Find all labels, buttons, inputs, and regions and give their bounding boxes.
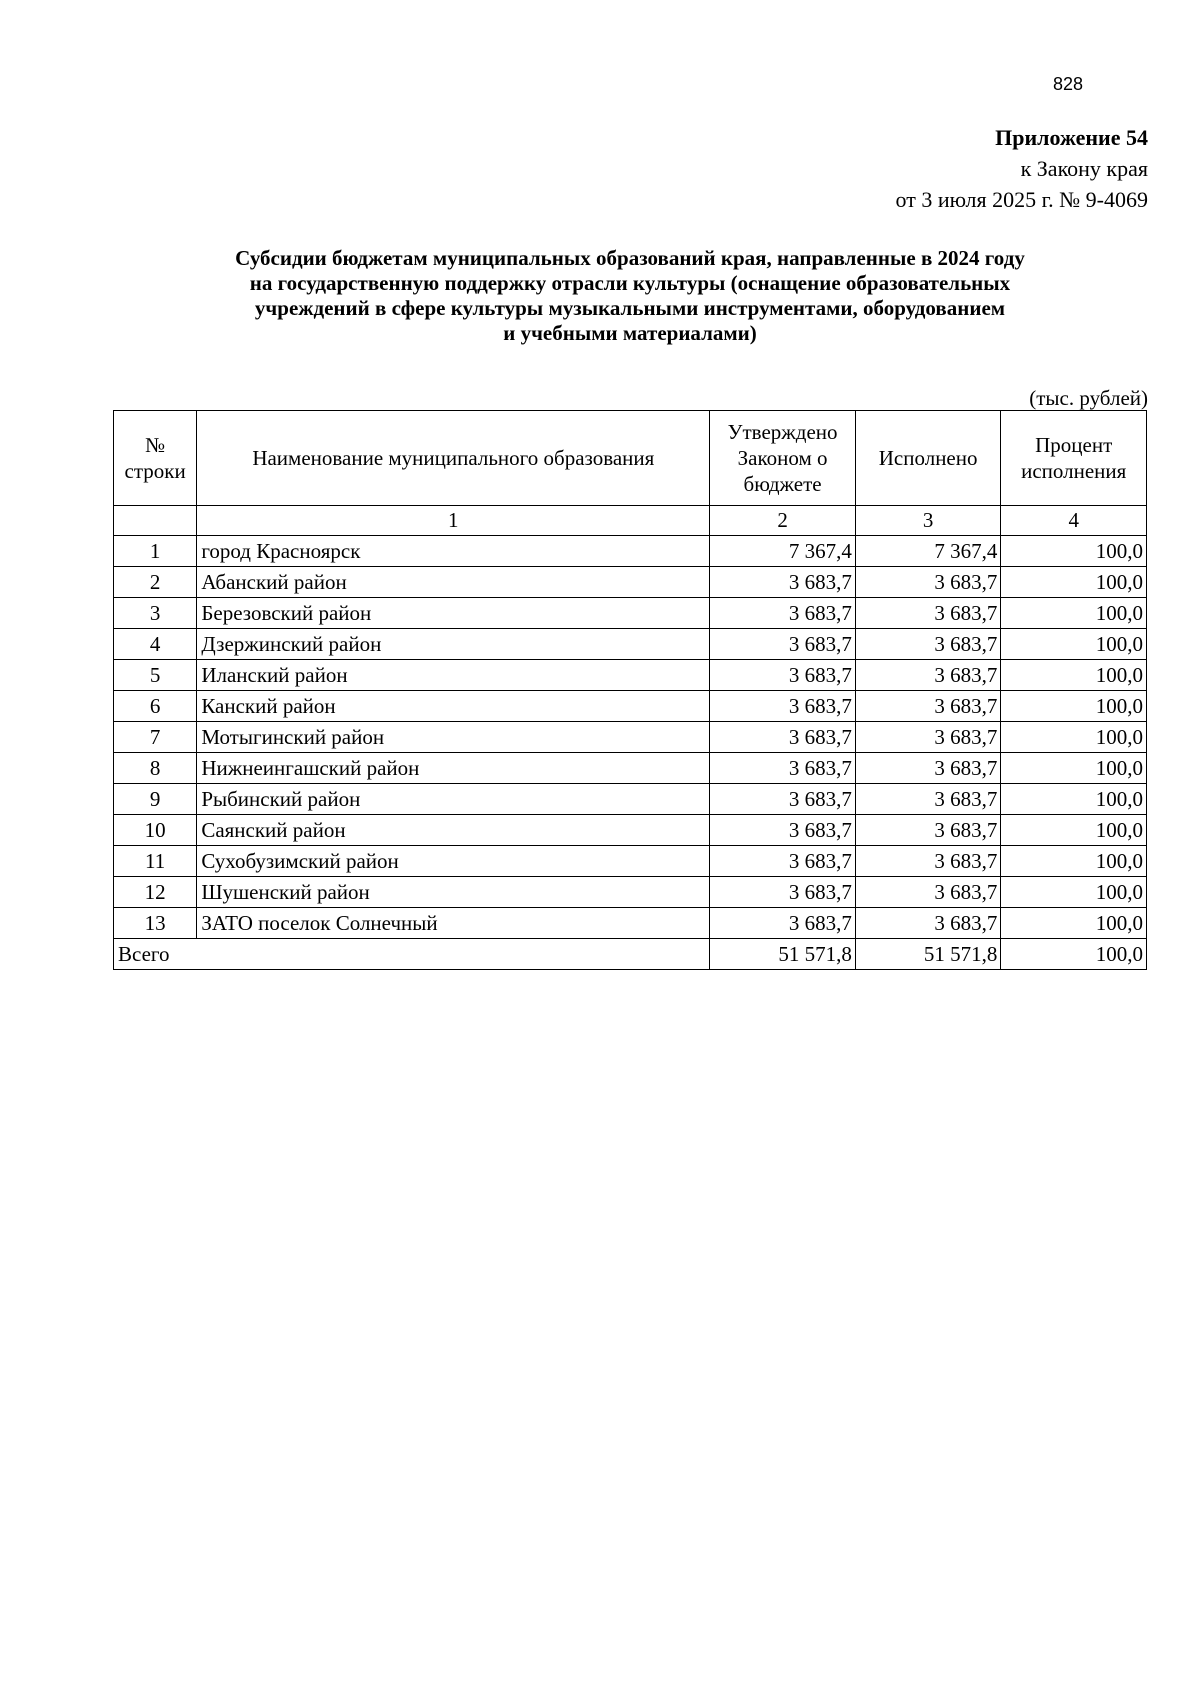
approved-amount: 3 683,7 — [710, 908, 856, 939]
total-row — [114, 939, 1147, 970]
row-number: 9 — [114, 784, 197, 815]
table-row — [114, 753, 1147, 784]
execution-percent: 100,0 — [1001, 660, 1147, 691]
table-header-row — [114, 411, 1147, 506]
municipality-name: Абанский район — [197, 567, 710, 598]
row-number: 11 — [114, 846, 197, 877]
document-heading — [130, 246, 1130, 346]
execution-percent: 100,0 — [1001, 722, 1147, 753]
row-number: 10 — [114, 815, 197, 846]
executed-amount: 3 683,7 — [855, 567, 1001, 598]
municipality-name: Саянский район — [197, 815, 710, 846]
approved-amount: 7 367,4 — [710, 536, 856, 567]
executed-amount: 3 683,7 — [855, 815, 1001, 846]
execution-percent: 100,0 — [1001, 908, 1147, 939]
execution-percent: 100,0 — [1001, 536, 1147, 567]
municipality-name: Сухобузимский район — [197, 846, 710, 877]
executed-amount: 3 683,7 — [855, 629, 1001, 660]
approved-amount: 3 683,7 — [710, 722, 856, 753]
municipality-name: Березовский район — [197, 598, 710, 629]
approved-amount: 3 683,7 — [710, 567, 856, 598]
execution-percent: 100,0 — [1001, 815, 1147, 846]
approved-amount: 3 683,7 — [710, 629, 856, 660]
table-row — [114, 567, 1147, 598]
row-number: 3 — [114, 598, 197, 629]
execution-percent: 100,0 — [1001, 846, 1147, 877]
municipality-name: ЗАТО поселок Солнечный — [197, 908, 710, 939]
header-row-number — [114, 411, 197, 506]
execution-percent: 100,0 — [1001, 598, 1147, 629]
row-number: 13 — [114, 908, 197, 939]
units-note: (тыс. рублей) — [1029, 386, 1148, 410]
header-percent-line-2: исполнения — [1021, 459, 1127, 483]
heading-line-3: учреждений в сфере культуры музыкальными инструментами, оборудованием — [254, 296, 1006, 320]
total-percent: 100,0 — [1001, 939, 1147, 970]
header-no-label: строки — [124, 459, 186, 483]
table-row — [114, 908, 1147, 939]
executed-amount: 3 683,7 — [855, 660, 1001, 691]
municipality-name: город Красноярск — [197, 536, 710, 567]
header-approved — [710, 411, 856, 506]
column-number-row — [114, 506, 1147, 536]
executed-amount: 3 683,7 — [855, 908, 1001, 939]
table-row — [114, 784, 1147, 815]
appendix-title: Приложение 54 — [995, 125, 1148, 150]
municipality-name: Рыбинский район — [197, 784, 710, 815]
table-row — [114, 660, 1147, 691]
total-label: Всего — [114, 939, 710, 970]
executed-amount: 3 683,7 — [855, 846, 1001, 877]
municipality-name: Канский район — [197, 691, 710, 722]
municipality-name: Иланский район — [197, 660, 710, 691]
column-number-1: 1 — [197, 506, 710, 536]
total-executed: 51 571,8 — [855, 939, 1001, 970]
approved-amount: 3 683,7 — [710, 877, 856, 908]
table-row — [114, 629, 1147, 660]
row-number: 1 — [114, 536, 197, 567]
execution-percent: 100,0 — [1001, 784, 1147, 815]
table-row — [114, 815, 1147, 846]
approved-amount: 3 683,7 — [710, 815, 856, 846]
page-number: 828 — [1053, 74, 1084, 94]
column-number-empty — [114, 506, 197, 536]
municipality-name: Шушенский район — [197, 877, 710, 908]
executed-amount: 3 683,7 — [855, 722, 1001, 753]
table-row — [114, 691, 1147, 722]
subsidy-table — [113, 410, 1147, 970]
header-approved-line-2: Законом о — [737, 446, 828, 470]
approved-amount: 3 683,7 — [710, 691, 856, 722]
column-number-2: 2 — [710, 506, 856, 536]
execution-percent: 100,0 — [1001, 567, 1147, 598]
total-approved: 51 571,8 — [710, 939, 856, 970]
executed-amount: 3 683,7 — [855, 691, 1001, 722]
heading-line-2: на государственную поддержку отрасли культуры (оснащение образовательных — [249, 271, 1011, 295]
executed-amount: 7 367,4 — [855, 536, 1001, 567]
row-number: 4 — [114, 629, 197, 660]
municipality-name: Мотыгинский район — [197, 722, 710, 753]
executed-amount: 3 683,7 — [855, 598, 1001, 629]
heading-line-4: и учебными материалами) — [503, 321, 757, 345]
table-row — [114, 877, 1147, 908]
table-row — [114, 722, 1147, 753]
execution-percent: 100,0 — [1001, 753, 1147, 784]
table-row — [114, 846, 1147, 877]
approved-amount: 3 683,7 — [710, 846, 856, 877]
approved-amount: 3 683,7 — [710, 660, 856, 691]
municipality-name: Дзержинский район — [197, 629, 710, 660]
municipality-name: Нижнеингашский район — [197, 753, 710, 784]
row-number: 5 — [114, 660, 197, 691]
execution-percent: 100,0 — [1001, 691, 1147, 722]
column-number-4: 4 — [1001, 506, 1147, 536]
column-number-3: 3 — [855, 506, 1001, 536]
header-no-symbol: № — [145, 433, 166, 457]
table-body — [114, 536, 1147, 970]
row-number: 6 — [114, 691, 197, 722]
header-approved-line-1: Утверждено — [727, 420, 838, 444]
appendix-law-ref: к Закону края — [1020, 156, 1148, 181]
approved-amount: 3 683,7 — [710, 784, 856, 815]
header-percent — [1001, 411, 1147, 506]
executed-amount: 3 683,7 — [855, 753, 1001, 784]
header-executed: Исполнено — [855, 411, 1001, 506]
row-number: 12 — [114, 877, 197, 908]
heading-line-1: Субсидии бюджетам муниципальных образований края, направленные в 2024 году — [235, 246, 1025, 270]
header-name: Наименование муниципального образования — [197, 411, 710, 506]
row-number: 2 — [114, 567, 197, 598]
table-row — [114, 598, 1147, 629]
row-number: 8 — [114, 753, 197, 784]
table-row — [114, 536, 1147, 567]
header-approved-line-3: бюджете — [743, 472, 822, 496]
executed-amount: 3 683,7 — [855, 877, 1001, 908]
row-number: 7 — [114, 722, 197, 753]
approved-amount: 3 683,7 — [710, 598, 856, 629]
executed-amount: 3 683,7 — [855, 784, 1001, 815]
appendix-block — [688, 122, 1148, 215]
appendix-law-date: от 3 июля 2025 г. № 9-4069 — [895, 187, 1148, 212]
approved-amount: 3 683,7 — [710, 753, 856, 784]
header-percent-line-1: Процент — [1035, 433, 1113, 457]
execution-percent: 100,0 — [1001, 877, 1147, 908]
execution-percent: 100,0 — [1001, 629, 1147, 660]
